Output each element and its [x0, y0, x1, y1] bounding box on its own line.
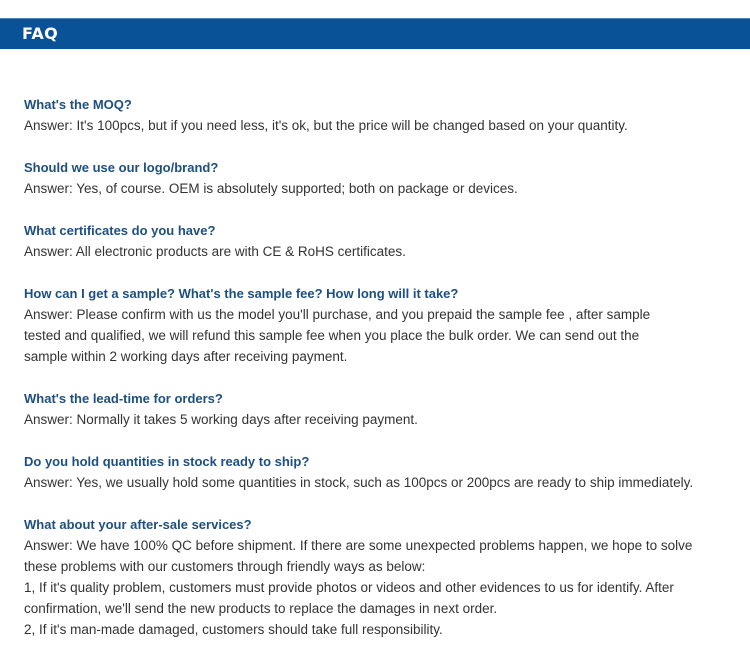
- faq-answer-line: 1, If it's quality problem, customers must provide photos or videos and other evidences to us for identify. After: [24, 580, 674, 595]
- faq-item-logo: [24, 157, 734, 199]
- faq-answer-line: Answer: Please confirm with us the model you'll purchase, and you prepaid the sample fee , after sample: [24, 307, 651, 322]
- faq-item-stock: [24, 451, 734, 493]
- faq-question: What about your after-sale services?: [24, 517, 252, 532]
- faq-item-certificates: [24, 220, 734, 262]
- faq-answer-line: tested and qualified, we will refund this sample fee when you place the bulk order. We can send out the: [24, 328, 640, 343]
- faq-item-lead-time: [24, 388, 734, 430]
- faq-question: What's the MOQ?: [24, 97, 132, 112]
- faq-question: Do you hold quantities in stock ready to ship?: [24, 454, 310, 469]
- faq-answer-line: Answer: All electronic products are with CE & RoHS certificates.: [24, 244, 406, 259]
- faq-item-moq: [24, 94, 734, 136]
- faq-answer-line: Answer: Normally it takes 5 working days after receiving payment.: [24, 412, 418, 427]
- faq-answer-line: these problems with our customers through friendly ways as below:: [24, 559, 426, 574]
- faq-answer-line: 2, If it's man-made damaged, customers should take full responsibility.: [24, 622, 443, 637]
- faq-title: FAQ: [22, 24, 58, 43]
- faq-list: [24, 94, 734, 661]
- faq-question: What certificates do you have?: [24, 223, 216, 238]
- faq-answer-line: confirmation, we'll send the new products to replace the damages in next order.: [24, 601, 498, 616]
- faq-header-bar: [0, 18, 750, 49]
- faq-answer-line: Answer: We have 100% QC before shipment. If there are some unexpected problems happen, we hope to solve: [24, 538, 693, 553]
- faq-item-sample: [24, 283, 734, 367]
- faq-answer-line: Answer: Yes, we usually hold some quantities in stock, such as 100pcs or 200pcs are ready to ship immediately.: [24, 475, 694, 490]
- faq-question: Should we use our logo/brand?: [24, 160, 219, 175]
- faq-item-after-sale: [24, 514, 734, 640]
- faq-question: What's the lead-time for orders?: [24, 391, 223, 406]
- faq-answer-line: Answer: Yes, of course. OEM is absolutely supported; both on package or devices.: [24, 181, 518, 196]
- faq-question: How can I get a sample? What's the sample fee? How long will it take?: [24, 286, 459, 301]
- faq-answer-line: sample within 2 working days after receiving payment.: [24, 349, 348, 364]
- faq-answer-line: Answer: It's 100pcs, but if you need less, it's ok, but the price will be changed based on your quantity.: [24, 118, 628, 133]
